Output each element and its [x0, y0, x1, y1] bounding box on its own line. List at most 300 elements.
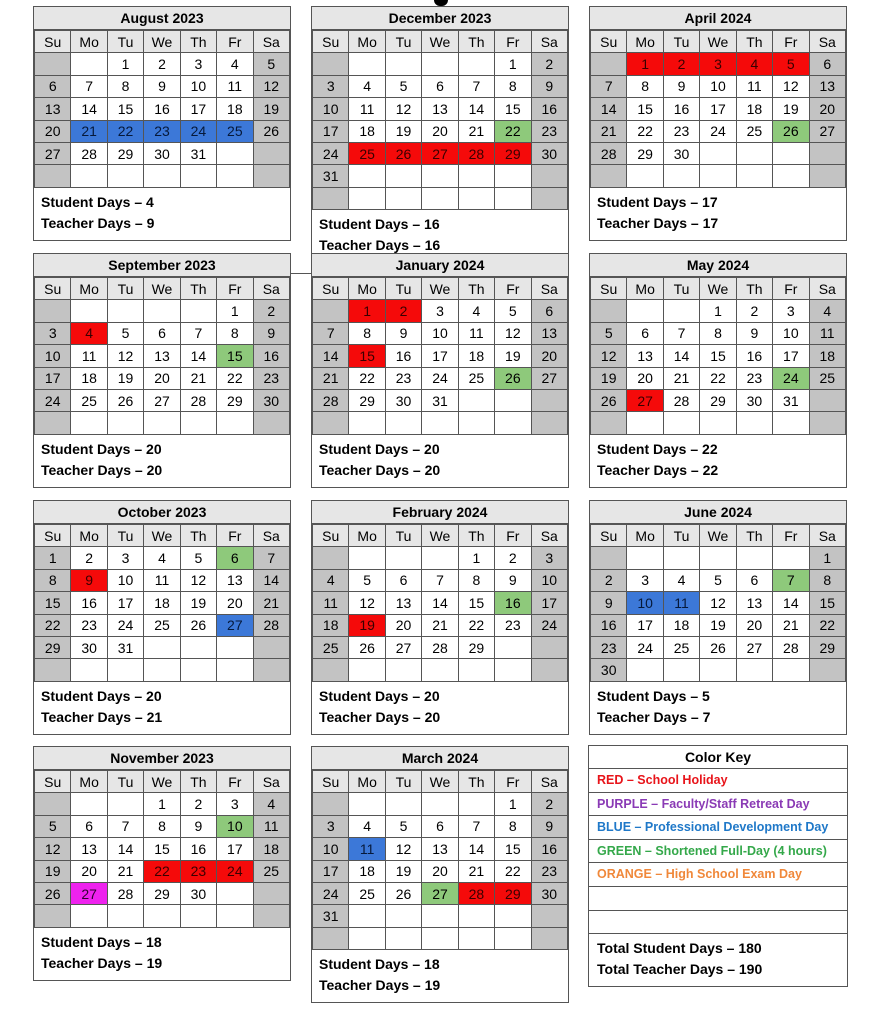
month-stats	[590, 435, 846, 487]
color-key-green: GREEN – Shortened Full-Day (4 hours)	[589, 840, 847, 864]
day-cell: 13	[422, 838, 458, 860]
day-cell: 12	[349, 592, 385, 614]
weekday-header: Fr	[217, 278, 253, 300]
empty-day-cell	[736, 547, 772, 569]
day-cell: 6	[809, 53, 845, 75]
day-cell: 23	[71, 614, 107, 636]
day-cell: 17	[627, 614, 663, 636]
teacher-days: Teacher Days – 19	[41, 954, 163, 971]
day-cell: 2	[531, 53, 567, 75]
student-days: Student Days – 5	[597, 687, 710, 704]
day-cell: 10	[35, 345, 71, 367]
day-cell: 20	[422, 120, 458, 142]
day-cell: 26	[349, 636, 385, 658]
weekday-header: Th	[458, 31, 494, 53]
day-cell: 16	[663, 98, 699, 120]
empty-day-cell	[663, 412, 699, 434]
empty-day-cell	[349, 412, 385, 434]
weekday-header: Su	[35, 278, 71, 300]
day-cell: 13	[144, 345, 180, 367]
weekday-header: Tu	[385, 525, 421, 547]
weekday-header: We	[422, 525, 458, 547]
day-cell: 22	[700, 367, 736, 389]
month-stats	[34, 435, 290, 487]
empty-day-cell	[627, 659, 663, 681]
day-cell: 19	[253, 98, 289, 120]
day-cell: 30	[71, 636, 107, 658]
empty-day-cell	[144, 412, 180, 434]
day-cell: 16	[495, 592, 531, 614]
empty-day-cell	[253, 165, 289, 187]
weekday-header: Mo	[627, 31, 663, 53]
empty-day-cell	[35, 412, 71, 434]
month-title: April 2024	[590, 7, 846, 30]
day-cell: 15	[627, 98, 663, 120]
day-cell: 31	[773, 389, 809, 411]
teacher-days: Teacher Days – 17	[597, 214, 719, 231]
weekday-header: Sa	[531, 525, 567, 547]
weekday-header: We	[700, 278, 736, 300]
empty-day-cell	[458, 412, 494, 434]
student-days: Student Days – 17	[597, 193, 718, 210]
empty-day-cell	[495, 636, 531, 658]
day-cell: 29	[495, 882, 531, 904]
empty-day-cell	[217, 165, 253, 187]
weekday-header: Tu	[385, 31, 421, 53]
day-cell: 14	[591, 98, 627, 120]
day-cell: 14	[458, 98, 494, 120]
empty-day-cell	[253, 905, 289, 927]
day-cell: 3	[35, 322, 71, 344]
empty-day-cell	[349, 927, 385, 949]
empty-day-cell	[591, 547, 627, 569]
day-cell: 16	[253, 345, 289, 367]
day-cell: 21	[458, 860, 494, 882]
empty-day-cell	[313, 187, 349, 209]
day-cell: 3	[313, 815, 349, 837]
day-cell: 3	[627, 569, 663, 591]
day-cell: 16	[531, 98, 567, 120]
month-day-grid	[34, 277, 290, 435]
empty-day-cell	[71, 905, 107, 927]
day-cell: 4	[349, 815, 385, 837]
color-key-title: Color Key	[589, 746, 847, 769]
day-cell: 12	[495, 322, 531, 344]
weekday-header: Su	[35, 31, 71, 53]
month-calendar	[33, 746, 291, 981]
day-cell: 23	[144, 120, 180, 142]
weekday-header: We	[144, 31, 180, 53]
empty-day-cell	[144, 300, 180, 322]
day-cell: 16	[385, 345, 421, 367]
day-cell: 14	[422, 592, 458, 614]
day-cell: 23	[495, 614, 531, 636]
day-cell: 5	[700, 569, 736, 591]
empty-day-cell	[458, 927, 494, 949]
empty-day-cell	[773, 659, 809, 681]
weekday-header: Fr	[773, 525, 809, 547]
day-cell: 22	[809, 614, 845, 636]
empty-day-cell	[531, 187, 567, 209]
day-cell: 23	[385, 367, 421, 389]
day-cell: 1	[144, 793, 180, 815]
empty-day-cell	[35, 165, 71, 187]
weekday-header: Th	[180, 525, 216, 547]
day-cell: 11	[809, 322, 845, 344]
day-cell: 19	[385, 120, 421, 142]
weekday-header: Fr	[217, 31, 253, 53]
day-cell: 10	[531, 569, 567, 591]
day-cell: 10	[773, 322, 809, 344]
empty-day-cell	[253, 659, 289, 681]
day-cell: 18	[663, 614, 699, 636]
day-cell: 1	[35, 547, 71, 569]
weekday-header: Fr	[495, 278, 531, 300]
empty-day-cell	[349, 793, 385, 815]
day-cell: 6	[736, 569, 772, 591]
day-cell: 16	[531, 838, 567, 860]
day-cell: 30	[253, 389, 289, 411]
day-cell: 17	[313, 120, 349, 142]
empty-day-cell	[144, 636, 180, 658]
student-days: Student Days – 16	[319, 216, 440, 233]
day-cell: 7	[458, 815, 494, 837]
empty-day-cell	[313, 927, 349, 949]
empty-day-cell	[349, 165, 385, 187]
day-cell: 6	[422, 815, 458, 837]
empty-day-cell	[809, 389, 845, 411]
empty-day-cell	[531, 165, 567, 187]
day-cell: 5	[495, 300, 531, 322]
day-cell: 20	[144, 367, 180, 389]
month-day-grid	[590, 524, 846, 682]
day-cell: 1	[809, 547, 845, 569]
day-cell: 20	[809, 98, 845, 120]
day-cell: 7	[253, 547, 289, 569]
day-cell: 26	[385, 882, 421, 904]
day-cell: 9	[71, 569, 107, 591]
empty-day-cell	[663, 300, 699, 322]
day-cell: 30	[385, 389, 421, 411]
day-cell: 19	[385, 860, 421, 882]
day-cell: 21	[773, 614, 809, 636]
day-cell: 30	[591, 659, 627, 681]
student-days: Student Days – 4	[41, 193, 154, 210]
day-cell: 9	[385, 322, 421, 344]
day-cell: 27	[385, 636, 421, 658]
day-cell: 5	[35, 815, 71, 837]
day-cell: 18	[217, 98, 253, 120]
empty-day-cell	[107, 659, 143, 681]
color-key-purple: PURPLE – Faculty/Staff Retreat Day	[589, 793, 847, 817]
day-cell: 14	[663, 345, 699, 367]
teacher-days: Teacher Days – 9	[41, 214, 155, 231]
day-cell: 24	[700, 120, 736, 142]
day-cell: 24	[627, 636, 663, 658]
empty-day-cell	[627, 412, 663, 434]
day-cell: 22	[144, 860, 180, 882]
day-cell: 12	[385, 98, 421, 120]
day-cell: 4	[458, 300, 494, 322]
day-cell: 27	[422, 142, 458, 164]
month-day-grid	[312, 524, 568, 682]
empty-day-cell	[809, 412, 845, 434]
day-cell: 11	[313, 592, 349, 614]
day-cell: 2	[591, 569, 627, 591]
month-title: October 2023	[34, 501, 290, 524]
day-cell: 27	[217, 614, 253, 636]
day-cell: 16	[144, 98, 180, 120]
day-cell: 2	[144, 53, 180, 75]
day-cell: 2	[495, 547, 531, 569]
empty-day-cell	[422, 53, 458, 75]
day-cell: 17	[217, 838, 253, 860]
day-cell: 8	[217, 322, 253, 344]
day-cell: 3	[180, 53, 216, 75]
day-cell: 21	[107, 860, 143, 882]
day-cell: 22	[217, 367, 253, 389]
day-cell: 20	[627, 367, 663, 389]
empty-day-cell	[107, 412, 143, 434]
day-cell: 12	[591, 345, 627, 367]
empty-day-cell	[458, 389, 494, 411]
weekday-header: Su	[313, 31, 349, 53]
day-cell: 9	[253, 322, 289, 344]
day-cell: 30	[531, 882, 567, 904]
day-cell: 4	[217, 53, 253, 75]
empty-day-cell	[217, 659, 253, 681]
weekday-header: We	[144, 278, 180, 300]
weekday-header: Tu	[385, 278, 421, 300]
day-cell: 31	[107, 636, 143, 658]
day-cell: 14	[107, 838, 143, 860]
student-days: Student Days – 18	[41, 933, 162, 950]
student-days: Student Days – 20	[319, 440, 440, 457]
empty-day-cell	[531, 389, 567, 411]
empty-day-cell	[385, 927, 421, 949]
day-cell: 2	[385, 300, 421, 322]
teacher-days: Teacher Days – 19	[319, 977, 441, 994]
day-cell: 31	[180, 142, 216, 164]
weekday-header: Mo	[627, 278, 663, 300]
empty-day-cell	[107, 165, 143, 187]
day-cell: 4	[663, 569, 699, 591]
empty-day-cell	[531, 927, 567, 949]
day-cell: 27	[809, 120, 845, 142]
empty-day-cell	[458, 905, 494, 927]
weekday-header: Tu	[107, 771, 143, 793]
day-cell: 26	[591, 389, 627, 411]
empty-day-cell	[71, 300, 107, 322]
day-cell: 9	[663, 75, 699, 97]
day-cell: 11	[253, 815, 289, 837]
day-cell: 26	[180, 614, 216, 636]
empty-day-cell	[495, 905, 531, 927]
day-cell: 8	[700, 322, 736, 344]
day-cell: 19	[349, 614, 385, 636]
day-cell: 25	[663, 636, 699, 658]
day-cell: 28	[458, 142, 494, 164]
weekday-header: Sa	[809, 525, 845, 547]
day-cell: 10	[700, 75, 736, 97]
day-cell: 15	[349, 345, 385, 367]
empty-day-cell	[349, 659, 385, 681]
empty-day-cell	[700, 547, 736, 569]
day-cell: 18	[736, 98, 772, 120]
day-cell: 5	[385, 75, 421, 97]
day-cell: 4	[144, 547, 180, 569]
day-cell: 13	[736, 592, 772, 614]
month-calendar	[589, 500, 847, 735]
day-cell: 28	[458, 882, 494, 904]
weekday-header: Fr	[217, 771, 253, 793]
empty-day-cell	[458, 187, 494, 209]
empty-day-cell	[385, 165, 421, 187]
day-cell: 27	[71, 882, 107, 904]
day-cell: 27	[531, 367, 567, 389]
month-stats	[590, 188, 846, 240]
day-cell: 12	[773, 75, 809, 97]
day-cell: 28	[71, 142, 107, 164]
total-teacher-days: Total Teacher Days – 190	[597, 961, 763, 978]
day-cell: 30	[531, 142, 567, 164]
empty-day-cell	[663, 659, 699, 681]
weekday-header: Mo	[349, 525, 385, 547]
day-cell: 10	[627, 592, 663, 614]
day-cell: 7	[591, 75, 627, 97]
day-cell: 15	[35, 592, 71, 614]
empty-day-cell	[422, 412, 458, 434]
teacher-days: Teacher Days – 20	[319, 461, 441, 478]
month-stats	[34, 682, 290, 734]
day-cell: 25	[349, 142, 385, 164]
month-day-grid	[34, 770, 290, 928]
day-cell: 15	[495, 838, 531, 860]
day-cell: 18	[253, 838, 289, 860]
day-cell: 29	[495, 142, 531, 164]
day-cell: 15	[495, 98, 531, 120]
weekday-header: Sa	[253, 31, 289, 53]
day-cell: 9	[144, 75, 180, 97]
empty-day-cell	[385, 412, 421, 434]
student-days: Student Days – 18	[319, 956, 440, 973]
day-cell: 25	[736, 120, 772, 142]
day-cell: 17	[35, 367, 71, 389]
day-cell: 17	[180, 98, 216, 120]
weekday-header: Fr	[495, 771, 531, 793]
day-cell: 18	[71, 367, 107, 389]
day-cell: 17	[313, 860, 349, 882]
day-cell: 18	[349, 120, 385, 142]
day-cell: 9	[531, 75, 567, 97]
day-cell: 28	[107, 882, 143, 904]
day-cell: 19	[107, 367, 143, 389]
empty-day-cell	[385, 905, 421, 927]
day-cell: 11	[144, 569, 180, 591]
day-cell: 21	[663, 367, 699, 389]
day-cell: 21	[253, 592, 289, 614]
day-cell: 8	[627, 75, 663, 97]
empty-day-cell	[385, 53, 421, 75]
day-cell: 8	[809, 569, 845, 591]
empty-day-cell	[71, 165, 107, 187]
day-cell: 23	[663, 120, 699, 142]
empty-day-cell	[736, 659, 772, 681]
day-cell: 25	[458, 367, 494, 389]
weekday-header: Tu	[663, 31, 699, 53]
day-cell: 25	[217, 120, 253, 142]
weekday-header: Mo	[349, 771, 385, 793]
empty-day-cell	[71, 793, 107, 815]
weekday-header: Th	[180, 278, 216, 300]
student-days: Student Days – 22	[597, 440, 718, 457]
day-cell: 30	[144, 142, 180, 164]
weekday-header: Mo	[349, 31, 385, 53]
empty-day-cell	[422, 905, 458, 927]
day-cell: 24	[180, 120, 216, 142]
empty-day-cell	[458, 165, 494, 187]
teacher-days: Teacher Days – 20	[319, 708, 441, 725]
day-cell: 2	[180, 793, 216, 815]
color-key-blue: BLUE – Professional Development Day	[589, 816, 847, 840]
day-cell: 24	[773, 367, 809, 389]
day-cell: 2	[71, 547, 107, 569]
day-cell: 8	[35, 569, 71, 591]
empty-day-cell	[35, 793, 71, 815]
day-cell: 27	[627, 389, 663, 411]
empty-day-cell	[35, 53, 71, 75]
day-cell: 29	[627, 142, 663, 164]
empty-day-cell	[217, 412, 253, 434]
day-cell: 31	[422, 389, 458, 411]
day-cell: 6	[217, 547, 253, 569]
day-cell: 27	[736, 636, 772, 658]
day-cell: 1	[700, 300, 736, 322]
day-cell: 15	[144, 838, 180, 860]
empty-day-cell	[422, 659, 458, 681]
day-cell: 9	[495, 569, 531, 591]
weekday-header: Fr	[495, 525, 531, 547]
day-cell: 22	[35, 614, 71, 636]
day-cell: 23	[253, 367, 289, 389]
month-title: January 2024	[312, 254, 568, 277]
day-cell: 5	[385, 815, 421, 837]
empty-day-cell	[809, 165, 845, 187]
weekday-header: Su	[591, 278, 627, 300]
day-cell: 15	[107, 98, 143, 120]
day-cell: 7	[663, 322, 699, 344]
month-calendar	[33, 500, 291, 735]
weekday-header: Fr	[773, 278, 809, 300]
empty-day-cell	[180, 636, 216, 658]
day-cell: 1	[627, 53, 663, 75]
empty-day-cell	[773, 547, 809, 569]
day-cell: 6	[385, 569, 421, 591]
empty-day-cell	[458, 53, 494, 75]
weekday-header: Tu	[663, 278, 699, 300]
weekday-header: Sa	[809, 278, 845, 300]
month-calendar	[33, 253, 291, 488]
day-cell: 6	[531, 300, 567, 322]
day-cell: 11	[736, 75, 772, 97]
month-calendar	[311, 500, 569, 735]
empty-day-cell	[700, 412, 736, 434]
empty-day-cell	[313, 53, 349, 75]
color-key-panel	[588, 745, 848, 987]
day-cell: 17	[422, 345, 458, 367]
empty-day-cell	[627, 300, 663, 322]
weekday-header: Sa	[809, 31, 845, 53]
